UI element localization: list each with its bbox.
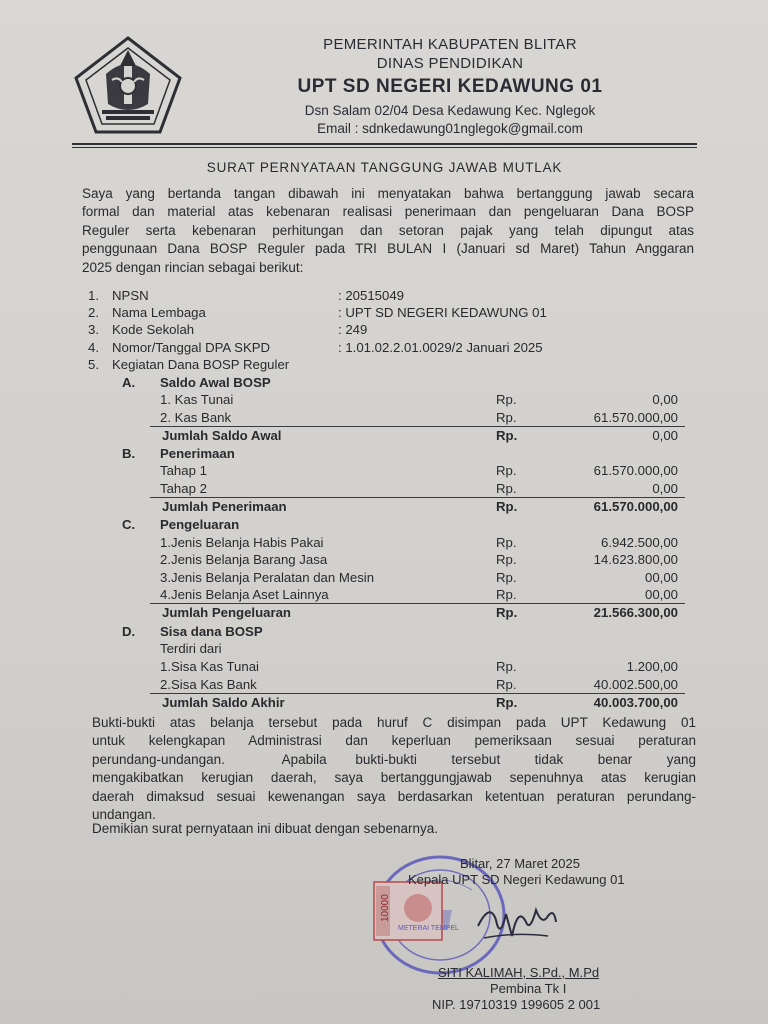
signing-place-date: Blitar, 27 Maret 2025 [460,856,580,871]
school-email: Email : sdnkedawung01nglegok@gmail.com [317,121,583,136]
currency-label: Rp. [496,695,518,710]
handwritten-signature [470,896,560,948]
section-heading: Pengeluaran [160,517,240,532]
signer-rank: Pembina Tk I [490,981,567,996]
closing-paragraph [92,714,696,824]
line-item-label: 4.Jenis Belanja Aset Lainnya [160,587,329,602]
currency-label: Rp. [496,659,517,674]
signer-nip: NIP. 19710319 199605 2 001 [432,997,601,1012]
currency-label: Rp. [496,481,517,496]
school-address: Dsn Salam 02/04 Desa Kedawung Kec. Nglegok [304,103,596,118]
info-label: Kode Sekolah [112,322,195,337]
line-item-amount: 61.570.000,00 [593,410,678,425]
total-amount: 0,00 [652,428,678,443]
line-item-amount: 61.570.000,00 [593,463,678,478]
total-rule [150,693,685,694]
department-line: DINAS PENDIDIKAN [376,55,524,72]
currency-label: Rp. [496,428,518,443]
closing-line: untuk kelengkapan Administrasi dan keperluan pemeriksaan sesuai peraturan [92,733,696,749]
signer-name: SITI KALIMAH, S.Pd., M.Pd [438,965,600,980]
materai-icon [372,880,459,942]
section-letter: D. [122,624,136,639]
info-value: : UPT SD NEGERI KEDAWUNG 01 [338,305,547,320]
info-label: Nama Lembaga [112,305,206,320]
line-item-label: 2. Kas Bank [160,410,232,425]
line-item-label: 1.Jenis Belanja Habis Pakai [160,535,324,550]
total-rule [150,497,685,498]
currency-label: Rp. [496,463,517,478]
intro-line: Reguler serta kebenaran perhitungan dan setoran pajak yang telah dipungut atas [82,222,694,238]
closing-line: mengakibatkan kerugian daerah, saya bertanggungjawab sepenuhnya atas kerugian [92,770,696,786]
line-item-amount: 14.623.800,00 [593,552,678,567]
line-item-label: 1. Kas Tunai [160,392,234,407]
materai-label-text: METERAI TEMPEL [398,925,459,932]
currency-label: Rp. [496,552,517,567]
total-amount: 40.003.700,00 [593,695,678,710]
section-heading: Penerimaan [160,446,235,461]
total-label: Jumlah Saldo Awal [162,428,282,443]
currency-label: Rp. [496,535,517,550]
closing-line: Bukti-bukti atas belanja tersebut pada huruf C disimpan pada UPT Kedawung 01 [92,715,696,730]
section-heading: Saldo Awal BOSP [160,375,271,390]
header-divider [72,143,697,145]
info-number: 1. [88,288,99,303]
intro-line: penggunaan Dana BOSP Reguler pada TRI BULAN I (Januari sd Maret) Tahun Anggaran [82,241,694,257]
line-item-label: Tahap 1 [160,463,207,478]
info-value: : 249 [338,322,368,337]
info-number: 4. [88,340,99,355]
total-label: Jumlah Penerimaan [162,499,287,514]
line-item-amount: 40.002.500,00 [593,677,678,692]
info-number: 5. [88,357,99,372]
line-item-amount: 6.942.500,00 [600,535,678,550]
info-label: NPSN [112,288,149,303]
section-letter: A. [122,375,136,390]
line-item-label: 2.Jenis Belanja Barang Jasa [160,552,328,567]
document-title: SURAT PERNYATAAN TANGGUNG JAWAB MUTLAK [206,160,563,175]
line-item-label: 3.Jenis Belanja Peralatan dan Mesin [160,570,375,585]
line-item-amount: 1.200,00 [626,659,678,674]
total-rule [150,603,685,604]
total-label: Jumlah Saldo Akhir [162,695,285,710]
info-value: : 1.01.02.2.01.0029/2 Januari 2025 [338,340,543,355]
line-item-amount: 0,00 [652,481,678,496]
closing-statement: Demikian surat pernyataan ini dibuat dengan sebenarnya. [92,821,438,836]
section-subheading: Terdiri dari [160,641,222,656]
total-label: Jumlah Pengeluaran [162,605,291,620]
total-amount: 61.570.000,00 [593,499,678,514]
total-amount: 21.566.300,00 [593,605,678,620]
gov-header-line: PEMERINTAH KABUPATEN BLITAR [323,36,577,53]
intro-line: formal dan material atas kebenaran realisasi penerimaan dan pengeluaran Dana BOSP [82,204,694,220]
school-name: UPT SD NEGERI KEDAWUNG 01 [297,76,603,97]
info-value: : 20515049 [338,288,405,303]
section-letter: B. [122,446,136,461]
currency-label: Rp. [496,570,517,585]
line-item-label: 2.Sisa Kas Bank [160,677,257,692]
currency-label: Rp. [496,587,517,602]
materai-value-text: 10000 [380,894,391,922]
section-heading: Sisa dana BOSP [160,624,263,639]
intro-paragraph [82,185,694,277]
closing-line: undangan. [92,807,156,823]
kabupaten-blitar-logo [72,36,184,134]
info-label: Nomor/Tanggal DPA SKPD [112,340,271,355]
currency-label: Rp. [496,410,517,425]
info-number: 3. [88,322,99,337]
section-letter: C. [122,517,136,532]
intro-line: Saya yang bertanda tangan dibawah ini menyatakan bahwa bertanggung jawab secara [82,186,694,201]
currency-label: Rp. [496,499,518,514]
header-divider-thin [72,147,697,148]
currency-label: Rp. [496,605,518,620]
line-item-amount: 0,00 [652,392,678,407]
info-label: Kegiatan Dana BOSP Reguler [112,357,290,372]
signer-position: Kepala UPT SD Negeri Kedawung 01 [408,872,625,887]
line-item-amount: 00,00 [644,587,678,602]
line-item-label: 1.Sisa Kas Tunai [160,659,259,674]
line-item-label: Tahap 2 [160,481,207,496]
intro-line: 2025 dengan rincian sebagai berikut: [82,259,304,275]
closing-line: daerah dimaksud sesuai kewenangan saya berdasarkan ketentuan peraturan perundang- [92,788,696,804]
line-item-amount: 00,00 [644,570,678,585]
currency-label: Rp. [496,677,517,692]
info-number: 2. [88,305,99,320]
currency-label: Rp. [496,392,517,407]
total-rule [150,426,685,427]
closing-line: perundang-undangan. Apabila bukti-bukti tersebut tidak benar yang [92,751,696,767]
